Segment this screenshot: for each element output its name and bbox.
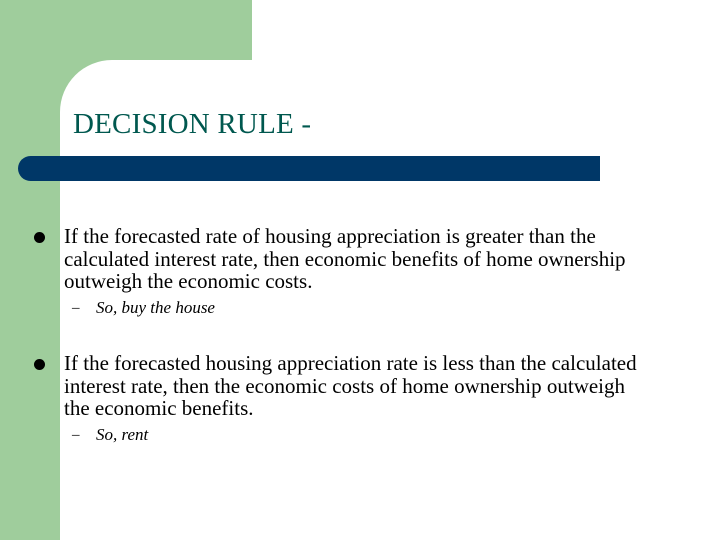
decorative-top-band [0,0,252,60]
title-underline-bar [18,156,600,181]
decorative-left-band [0,60,60,540]
bullet-text: If the forecasted rate of housing appreciation is greater than the calculated interest rate, then economic benefits of home ownership outweigh the economic costs. [64,224,626,293]
sub-bullet-text: So, rent [96,425,149,444]
sub-bullet-dash: – [72,427,80,443]
bullet-text: If the forecasted housing appreciation rate is less than the calculated interest rate, then the economic costs of home ownership outweigh the economic benefits. [64,351,637,420]
bullet-dot-icon [34,359,45,370]
sub-bullet-dash: – [72,300,80,316]
bullet-dot-icon [34,232,45,243]
slide-title: DECISION RULE - [73,108,312,140]
sub-bullet-text: So, buy the house [96,298,215,317]
